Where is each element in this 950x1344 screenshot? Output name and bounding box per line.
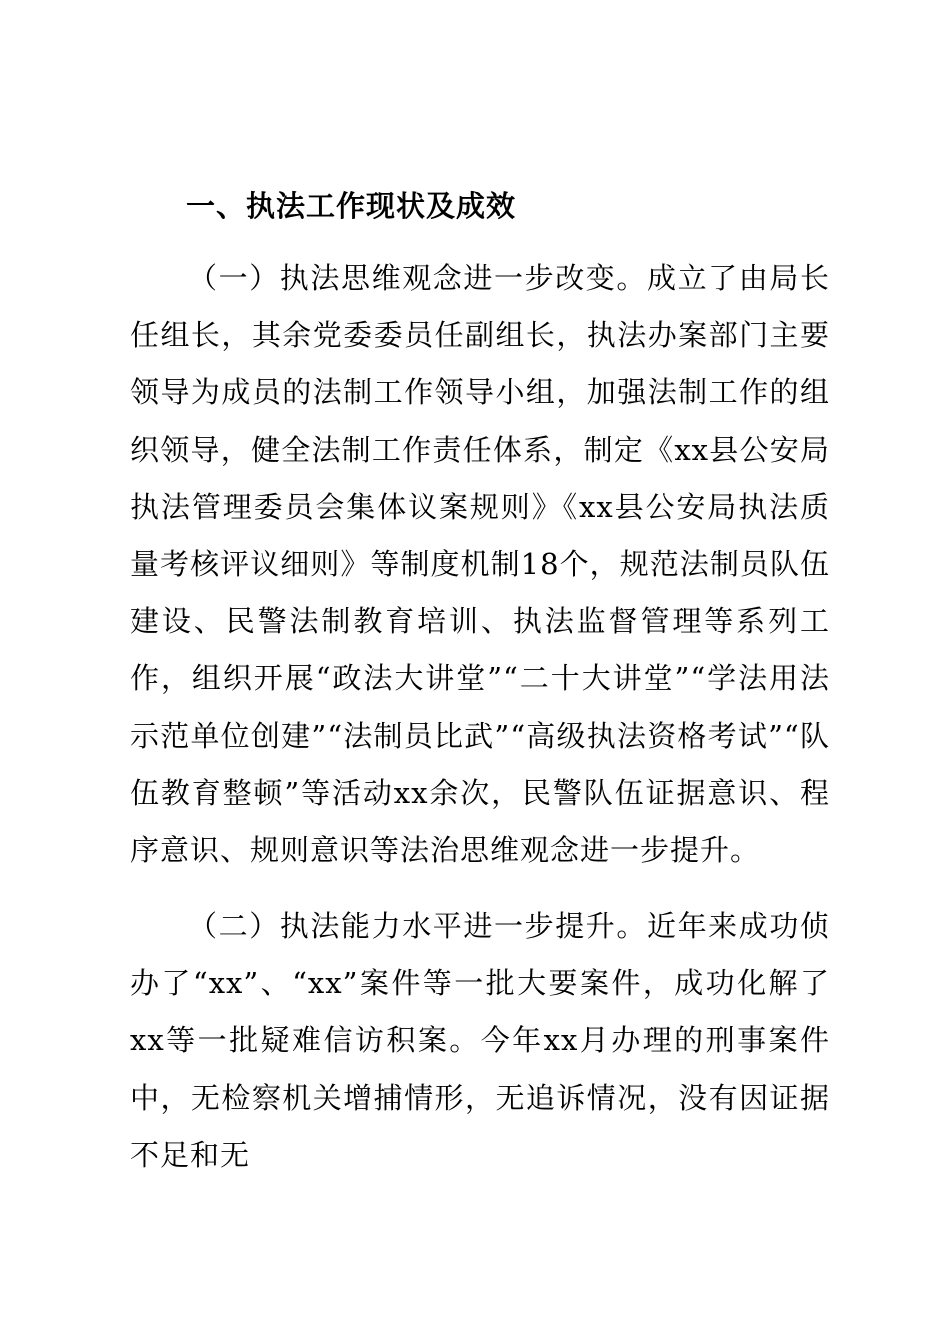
section-heading: 一、执法工作现状及成效 [186, 189, 517, 223]
paragraph-1: （一）执法思维观念进一步改变。成立了由局长任组长，其余党委委员任副组长，执法办案部门主要领导为成员的法制工作领导小组，加强法制工作的组织领导，健全法制工作责任体系，制定《xx县公安局执法管理委员会集体议案规则》《xx县公安局执法质量考核评议细则》等制度机制18个，规范法制员队伍建设、民警法制教育培训、执法监督管理等系列工作，组织开展“政法大讲堂”“二十大讲堂”“学法用法示范单位创建”“法制员比武”“高级执法资格考试”“队伍教育整顿”等活动xx余次，民警队伍证据意识、程序意识、规则意识等法治思维观念进一步提升。 [130, 261, 830, 868]
paragraph-2: （二）执法能力水平进一步提升。近年来成功侦办了“xx”、“xx”案件等一批大要案件，成功化解了xx等一批疑难信访积案。今年xx月办理的刑事案件中，无检察机关增捕情形，无追诉情况，没有因证据不足和无 [130, 909, 830, 1172]
